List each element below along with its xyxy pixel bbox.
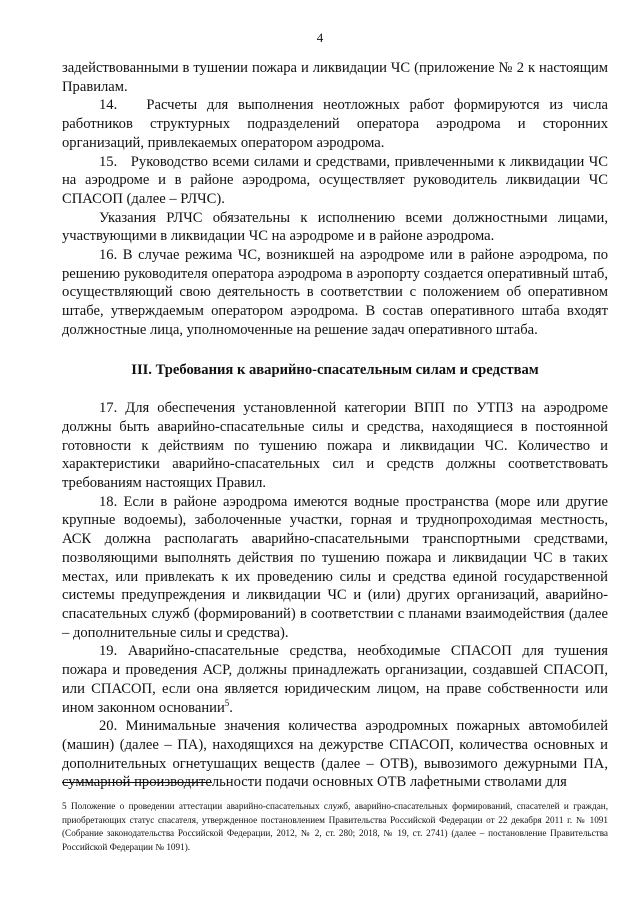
paragraph-19-text: 19. Аварийно-спасательные средства, необходимые СПАСОП для тушения пожара и проведения АСР, должны принадлежать организации, создавшей СПАСОП, или СПАСОП, если она является юридическим лицом, на праве собственности или ином законном основании <box>62 643 608 716</box>
paragraph-19-tail: . <box>229 699 233 716</box>
paragraph-19 <box>62 642 608 717</box>
section-heading: III. Требования к аварийно-спасательным силам и средствам <box>131 361 539 378</box>
paragraph-13-continuation: задействованными в тушении пожара и ликвидации ЧС (приложение № 2 к настоящим Правилам. <box>62 60 608 95</box>
footnote-separator <box>62 782 212 783</box>
paragraph-17: 17. Для обеспечения установленной категории ВПП по УТПЗ на аэродроме должны быть аварийно-спасательные силы и средства, находящиеся в постоянной готовности к действиям по тушению пожара и ликвидации ЧС. Количество и характеристики аварийно-спасательных сил и средств должны соответствовать требованиям настоящих Правил. <box>62 400 608 492</box>
paragraph-14: 14. Расчеты для выполнения неотложных работ формируются из числа работников структурных подразделений оператора аэродрома и сторонних организаций, привлекаемых оператором аэродрома. <box>62 97 608 151</box>
paragraph-15: 15. Руководство всеми силами и средствами, привлеченными к ликвидации ЧС на аэродроме и в районе аэродрома, осуществляет руководитель ликвидации ЧС СПАСОП (далее – РЛЧС). <box>62 153 608 207</box>
document-body <box>62 59 608 792</box>
paragraph-16: 16. В случае режима ЧС, возникшей на аэродроме или в районе аэродрома, по решению руководителя оператора аэродрома в аэропорту создается оперативный штаб, осуществляющий свою деятельность в соответствии с положением об оперативном штабе, утверждаемым оператором аэродрома. В состав оперативного штаба входят должностные лица, уполномоченные на решение задач оперативного штаба. <box>62 247 608 338</box>
paragraph-15-note: Указания РЛЧС обязательны к исполнению всеми должностными лицами, участвующими в ликвидации ЧС на аэродроме и в районе аэродрома. <box>62 209 608 245</box>
paragraph-18: 18. Если в районе аэродрома имеются водные пространства (море или другие крупные водоемы), заболоченные участки, горная и труднопроходимая местность, АСК должна располагать аварийно-спасательными транспортными средствами, позволяющими выполнять действия по тушению пожара и ликвидации ЧС в таких местах, или привлекать к их проведению силы и средства единой государственной системы предупреждения и ликвидации ЧС и (или) других организаций, аварийно-спасательных служб (формирований) в соответствии с планами взаимодействия (далее – дополнительные силы и средства). <box>62 493 608 641</box>
paragraph-20: 20. Минимальные значения количества аэродромных пожарных автомобилей (машин) (далее – ПА), находящихся на дежурстве СПАСОП, количества основных и дополнительных огнетушащих веществ (далее – ОТВ), вывозимого дежурными ПА, суммарной производительности подачи основных ОТВ лафетными стволами для <box>62 718 608 791</box>
footnote-5: 5 Положение о проведении аттестации аварийно-спасательных служб, аварийно-спасательных формирований, спасателей и граждан, приобретающих статус спасателя, утвержденное постановлением Правительства Российской Федерации от 22 декабря 2011 г. № 1091 (Собрание законодательства Российской Федерации, 2012, № 2, ст. 280; 2018, № 19, ст. 2741) (далее – постановление Правительства Российской Федерации № 1091). <box>62 801 608 852</box>
page-number: 4 <box>316 30 324 45</box>
footnote-marker: 5 <box>224 697 230 708</box>
